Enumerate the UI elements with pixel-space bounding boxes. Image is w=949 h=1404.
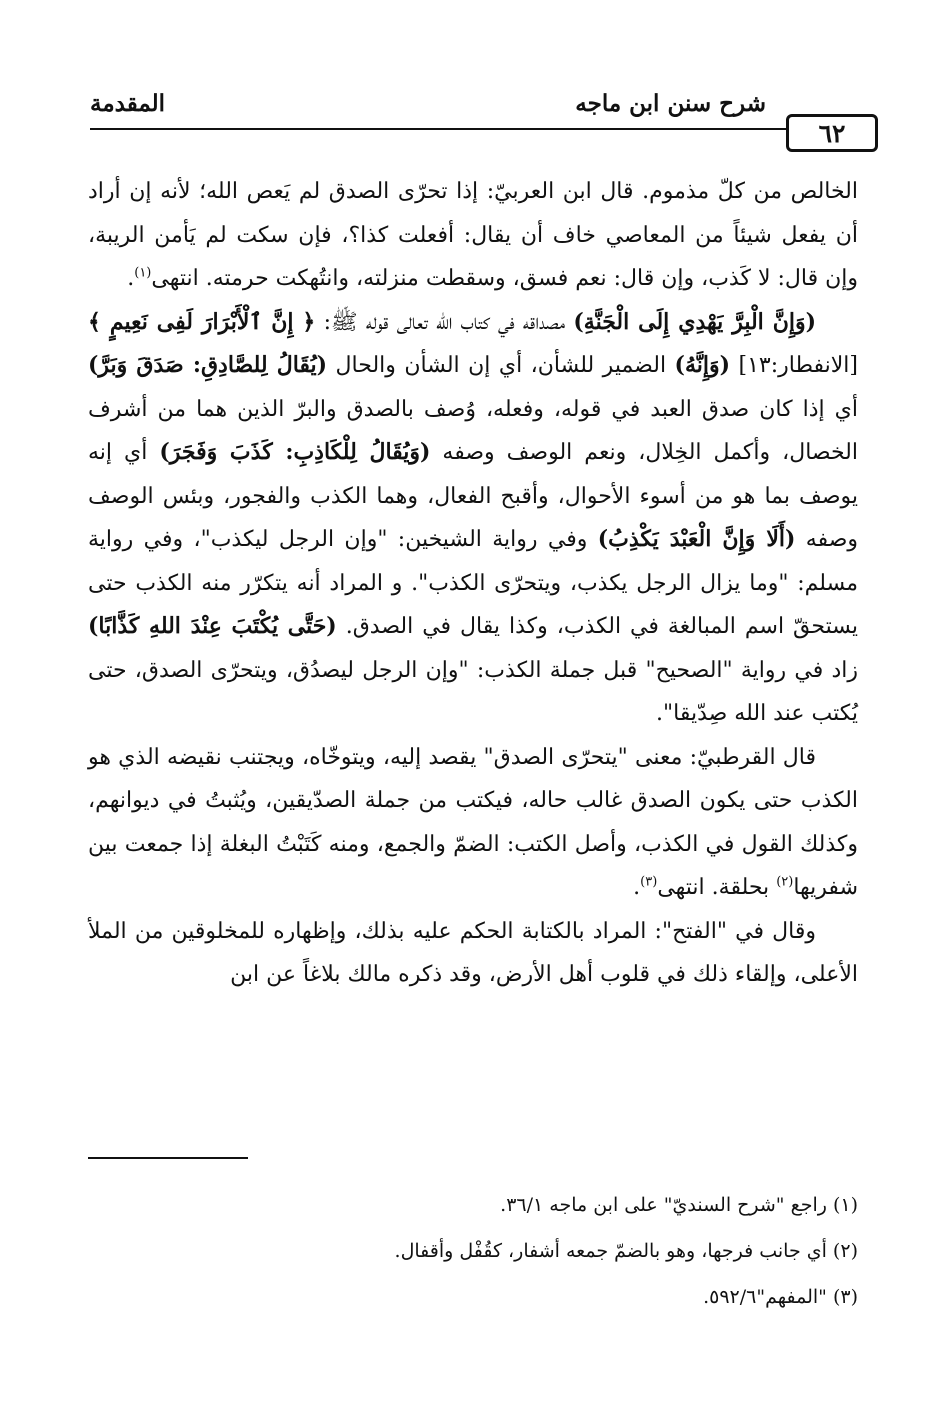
body-text: [88, 170, 858, 997]
paragraph: [88, 170, 858, 301]
hadith-quote: (أَلَا وَإِنَّ الْعَبْدَ يَكْذِبُ): [597, 526, 796, 552]
text-run: أي إنه يوصف بما هو من أسوء الأحوال، وأقبح الفعال، وهما الكذب والفجور، وبئس الوصف وصفه: [88, 440, 859, 552]
header-rule: [90, 128, 786, 130]
paragraph: [88, 301, 858, 736]
chapter-title: المقدمة: [90, 90, 166, 117]
footnote-ref: (٢): [776, 874, 794, 890]
footnote-separator: [88, 1157, 248, 1159]
hadith-quote: (حَتَّى يُكْتَبَ عِنْدَ اللهِ كَذَّابًا): [88, 613, 337, 639]
footnote: (١) راجع "شرح السنديّ" على ابن ماجه ٣٦/١.: [500, 1194, 858, 1216]
hadith-quote: (وَإِنَّهُ): [674, 352, 731, 378]
footnote-ref: (١): [134, 265, 152, 281]
footnote: (٣) "المفهم"٥٩٢/٦.: [703, 1286, 858, 1308]
text-run: قال القرطبيّ: معنى "يتحرّى الصدق" يقصد إليه، ويتوخّاه، ويجتنب نقيضه الذي هو الكذب حتى يكون الصدق غالب حاله، فيكتب من جملة الصدّيقين، ويُثبتُ في ديوانهم، وكذلك القول في الكذب، وأصل الكتب: الضمّ والجمع، ومنه كَتَبْتُ البغلة إذا جمعت بين شفريها: [88, 744, 858, 900]
paragraph: [88, 736, 858, 910]
footnotes: [88, 1182, 858, 1320]
text-run: وفي رواية الشيخين: "وإن الرجل ليكذب"، وفي رواية مسلم: "وما يزال الرجل يكذب، ويتحرّى الكذب". و المراد أنه يتكرّر منه الكذب حتى يستحقّ اسم المبالغة في الكذب، وكذا يقال في الصدق.: [88, 527, 858, 639]
text-run: وقال في "الفتح": المراد بالكتابة الحكم عليه بذلك، وإظهاره للمخلوقين من الملأ الأعلى، وإلقاء ذلك في قلوب أهل الأرض، وقد ذكره مالك بلاغاً عن ابن: [88, 918, 858, 987]
paragraph: [88, 910, 858, 997]
book-title: شرح سنن ابن ماجه: [575, 90, 766, 117]
text-run: أي إذا كان صدق العبد في قوله، وفعله، وُصف بالصدق والبرّ الذين هما من أشرف الخصال، وأكمل الخِلال، ونعم الوصف وصفه: [88, 396, 858, 465]
hadith-quote: (يُقَالُ لِلصَّادِقِ: صَدَقَ وَبَرَّ): [88, 352, 328, 378]
text-run: مصداقه في كتاب الله تعالى قوله ﷺ:: [315, 309, 574, 335]
quran-verse: ﴿ إِنَّ ٱلْأَبْرَارَ لَفِى نَعِيمٍ ﴾: [88, 308, 316, 335]
text-run: الخالص من كلّ مذموم. قال ابن العربيّ: إذا تحرّى الصدق لم يَعص الله؛ لأنه إن أراد أن يفعل شيئاً من المعاصي خاف أن يقال: أفعلت كذا؟، فإن سكت لم يَأمن الريبة، وإن قال: لا كَذب، وإن قال: نعم فسق، وسقطت منزلته، وانتُهكت حرمته. انتهى: [88, 179, 858, 291]
text-run: زاد في رواية "الصحيح" قبل جملة الكذب: "وإن الرجل ليصدُق، ويتحرّى الصدق، حتى يُكتب عند الله صِدّيقا".: [88, 657, 858, 726]
hadith-quote: (وَإِنَّ الْبِرَّ يَهْدِي إِلَى الْجَنَّةِ): [573, 308, 817, 335]
running-header: [78, 88, 878, 160]
text-run: .: [633, 875, 641, 900]
page-number: ٦٢: [786, 114, 878, 152]
text-run: الضمير للشأن، أي إن الشأن والحال: [327, 353, 675, 378]
footnote-ref: (٣): [640, 874, 658, 890]
hadith-quote: (وَيُقَالُ لِلْكَاذِبِ: كَذَبَ وَفَجَرَ): [159, 439, 431, 465]
text-run: .: [127, 266, 135, 291]
text-run: بحلقة. انتهى: [657, 875, 777, 900]
footnote: (٢) أي جانب فرجها، وهو بالضمّ جمعه أشفار، كقُفْل وأقفال.: [394, 1240, 858, 1262]
text-run: [الانفطار:١٣]: [730, 353, 858, 378]
